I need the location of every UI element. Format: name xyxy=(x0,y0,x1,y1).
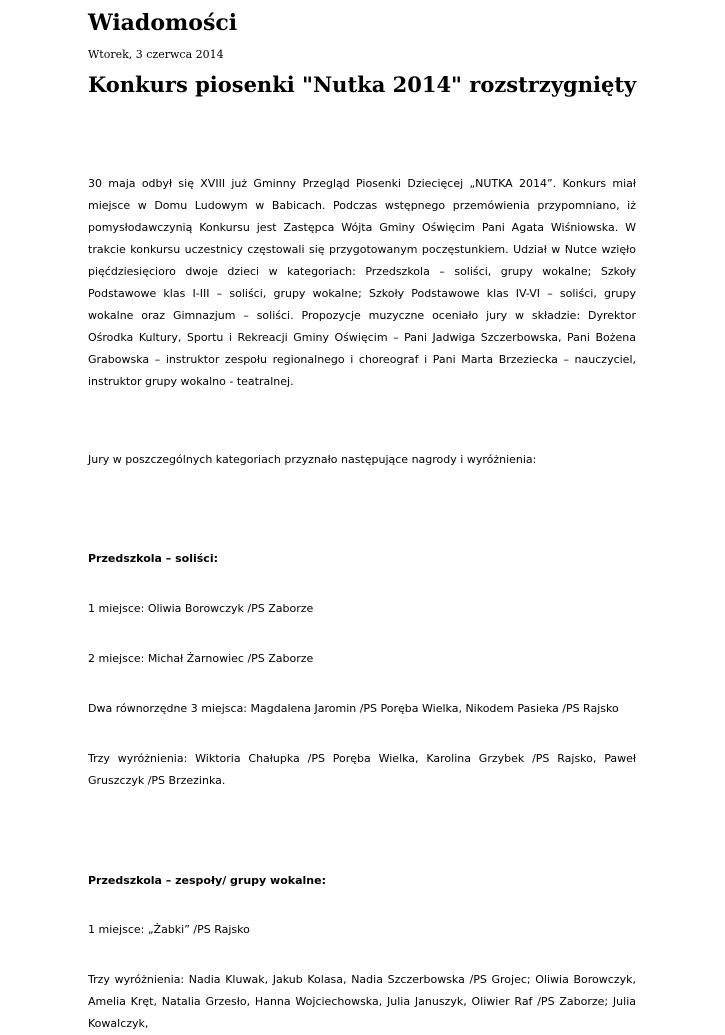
section-heading-preschool-groups: Przedszkola – zespoły/ grupy wokalne: xyxy=(88,874,326,887)
article-intro-paragraph: 30 maja odbył się XVIII już Gminny Przegląd Piosenki Dziecięcej „NUTKA 2014”. Konkurs miał miejsce w Domu Ludowym w Babicach. Podczas wstępnego przemówienia przypomniano, iż pomysłodawczynią Konkursu jest Zastępca Wójta Gminy Oświęcim Pani Agata Wiśniowska. W trakcie konkursu uczestnicy częstowali się przygotowanym poczęstunkiem. Udział w Nutce wzięło pięćdziesięcioro dwoje dzieci w kategoriach: Przedszkola – soliści, grupy wokalne; Szkoły Podstawowe klas I-III – soliści, grupy wokalne; Szkoły Podstawowe klas IV-VI – soliści, grupy wokalne oraz Gimnazjum – soliści. Propozycje muzyczne oceniało jury w składzie: Dyrektor Ośrodka Kultury, Sportu i Rekreacji Gminy Oświęcim – Pani Jadwiga Szczerbowska, Pani Bożena Grabowska – instruktor zespołu regionalnego i choreograf i Pani Marta Brzeziecka – nauczyciel, instruktor grupy wokalno - teatralnej. xyxy=(88,177,636,388)
result-honors: Trzy wyróżnienia: Wiktoria Chałupka /PS Poręba Wielka, Karolina Grzybek /PS Rajsko, Paweł Gruszczyk /PS Brzezinka. xyxy=(88,752,636,787)
publish-date: Wtorek, 3 czerwca 2014 xyxy=(88,48,224,61)
site-title: Wiadomości xyxy=(88,10,238,36)
section-heading-preschool-soloists: Przedszkola – soliści: xyxy=(88,552,218,565)
result-honors-groups: Trzy wyróżnienia: Nadia Kluwak, Jakub Kolasa, Nadia Szczerbowska /PS Grojec; Oliwia Borowczyk, Amelia Kręt, Natalia Grzesło, Hanna Wojciechowska, Julia Januszyk, Oliwier Raf /PS Zaborze; Julia Kowalczyk, xyxy=(88,973,636,1030)
result-second-place: 2 miejsce: Michał Żarnowiec /PS Zaborze xyxy=(88,652,314,665)
result-first-place: 1 miejsce: Oliwia Borowczyk /PS Zaborze xyxy=(88,602,314,615)
article-title: Konkurs piosenki "Nutka 2014" rozstrzygnięty xyxy=(88,72,637,97)
result-third-place: Dwa równorzędne 3 miejsca: Magdalena Jaromin /PS Poręba Wielka, Nikodem Pasieka /PS Rajsko xyxy=(88,702,619,715)
jury-intro-line: Jury w poszczególnych kategoriach przyznało następujące nagrody i wyróżnienia: xyxy=(88,453,537,466)
result-first-place-groups: 1 miejsce: „Żabki” /PS Rajsko xyxy=(88,923,250,936)
